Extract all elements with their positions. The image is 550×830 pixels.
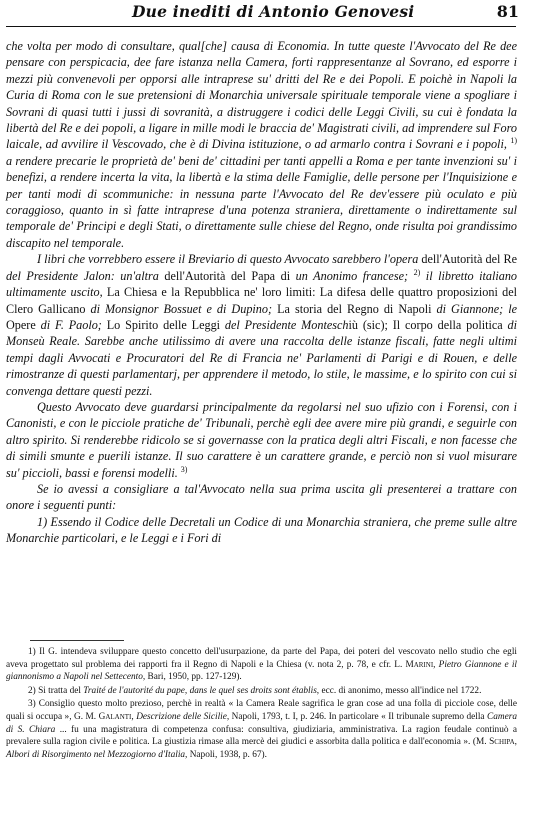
text-run: ecc. di anonimo, messo all'indice nel 1722. xyxy=(319,685,482,696)
text-run: , xyxy=(433,659,439,670)
header-rule xyxy=(6,26,516,27)
text-run: di Monsignor Bossuet e di Dupino; xyxy=(90,301,278,316)
text-run: Lo Spirito delle Leggi xyxy=(106,317,225,332)
text-run: di Giannone; le xyxy=(436,301,518,316)
footnote-separator xyxy=(30,640,124,641)
paragraph xyxy=(6,38,517,251)
text-run: Pietro Giannone e il giannonismo a Napoli nel Settecento, xyxy=(6,659,517,683)
text-run: Questo Avvocato deve guardarsi principalmente da regolarsi nel suo ufizio con i Forensi, con i Canonisti, e con le picciole pratiche de' Tribunali, perchè egli dee avere mire più grandi, e seguirle con altro spirito. Si renderebbe ridicolo se si governasse con la pratica degli altri Fiscali, e non facesse che di simili smunte e puerili istanze. Il suo carattere è un carattere grande, e perciò non si vuol misurare su' piccioli, bassi e forensi modelli. xyxy=(6,399,517,480)
body-text xyxy=(6,38,517,547)
text-run: Galanti xyxy=(98,711,132,722)
text-run: del Presidente Jalon: un'altra xyxy=(6,268,165,283)
paragraph xyxy=(6,514,517,547)
text-run: di F. Paolo; xyxy=(40,317,107,332)
text-run: del Presidente Montesch xyxy=(224,317,349,332)
footnote xyxy=(6,685,517,698)
text-run: iù (sic); xyxy=(348,317,393,332)
text-run: che volta per modo di consultare, qual[che] causa di Economia. In tutte queste l'Avvocato del Re dee pensare con perspicacia, dee fare istanza nella Camera, forti rappresentanze al Sovrano, ed esporre i mezzi più convenevoli per opporsi alle intraprese su' dritti del Re e dei Popoli. E poichè in Napoli la Curia di Roma con le sue pretensioni di Monarchia universale spirituale temporale viene a spogliare i Sovrani di quasi tutti i jussi di sovranità, a distruggere i codici delle Leggi Civili, su cui è fondata la libertà del Re e dei popoli, a ligare in mille modi le braccia de' Magistrati civili, ad imprendere sul Foro laicale, ad avvilire il Vescovado, che è di Divina istituzione, o ad armarlo contra i Sovrani e i popoli, xyxy=(6,39,517,152)
text-run: Il corpo della politica xyxy=(392,317,508,332)
text-run: , xyxy=(131,711,137,722)
text-run: Opere xyxy=(6,317,41,332)
text-run: Albori di Risorgimento nel Mezzogiorno d'Italia, xyxy=(6,749,188,760)
text-run: , xyxy=(514,737,517,748)
running-title: Due inediti di Antonio Genovesi xyxy=(132,2,415,21)
text-run: di Monseù Reale. Sarebbe anche utilissimo di avere una raccolta delle istanze fiscali, fatte negli ultimi tempi dagli Avvocati e Procuratori del Re di Francia ne' Parlamenti di Parigi e di Rouen, e delle rimostranze di questi parlamentarj, per apprendere il metodo, lo stile, le massime, e lo spirito con cui si convenga dettare questi pezzi. xyxy=(6,317,517,398)
text-run: Descrizione delle Sicilie, xyxy=(136,711,230,722)
text-run: a rendere precarie le proprietà de' beni de' cittadini per tanti appelli a Roma e per tante invenzioni su' i benefizi, a rendere incerta la vita, la libertà e la stima delle Famiglie, delle persone per l'Inquisizione e per tanti modi di scommuniche: in nessuna parte l'Avvocato del Re dev'essere più oculato e più coraggioso, quanto in sì fatte intraprese d'una potenza straniera, direttamente o indirettamente sul temporale de' Principi e degli Stati, o direttamente sulle chiese del Regno, onde risulta poi grandissimo discapito nel temporale. xyxy=(6,153,517,250)
text-run: Napoli, 1793, t. I, p. 246. In particolare « Il tribunale supremo della xyxy=(229,711,488,722)
text-run: il libretto italiano ultimamente uscito, xyxy=(6,268,518,300)
footnote xyxy=(6,698,517,761)
text-run: Schipa xyxy=(489,737,515,748)
text-run: Marini xyxy=(405,659,434,670)
footnotes xyxy=(6,646,517,762)
text-run: dell'Autorità del Re xyxy=(421,252,517,267)
page-number: 81 xyxy=(496,2,519,21)
text-run: La storia del Regno di Napoli xyxy=(277,301,437,316)
text-run: La Chiesa e la Repubblica ne' loro limiti: xyxy=(106,285,320,300)
text-run: 1) Il G. intendeva sviluppare questo concetto dell'usurpazione, da parte del Papa, dei poteri del vescovato nello studio che egli aveva progettato sul problema dei rapporti fra il Regno di Napoli e la Chiesa (v. nota 2, p. 78, e cfr. L. xyxy=(6,647,517,670)
footnote xyxy=(6,646,517,684)
text-run: 3) Consiglio questo molto prezioso, perchè in realtà « la Camera Reale sagrifica le gran cose ad una folla di picciole cose, delle quali si occupa », G. M. xyxy=(6,699,517,722)
text-run: 1) Essendo il Codice delle Decretali un Codice di una Monarchia straniera, che preme sulle altre Monarchie particolari, e le Leggi e i Fori di xyxy=(6,514,517,546)
text-run: un Anonimo francese; xyxy=(295,268,414,283)
footnote-marker: 3) xyxy=(180,464,188,474)
text-run: Camera di S. Chiara xyxy=(6,711,517,735)
text-run: ... fu una magistratura di competenza confusa: consultiva, giudiziaria, amministrativa. La ragion feudale continuò a prevalere sulla ragion civile e politica. La giustizia rimase alla mercè dei giudici e assorbita dalla politica e dall'economia ». (M. xyxy=(6,724,517,748)
running-header xyxy=(0,2,550,22)
text-run: I libri che vorrebbero essere il Breviario di questo Avvocato sarebbero l'opera xyxy=(37,252,422,267)
text-run: dell'Autorità del Papa di xyxy=(164,268,296,283)
footnote-marker: 1) xyxy=(510,136,517,146)
paragraph xyxy=(6,399,517,481)
text-run: Bari, 1950, pp. 127-129). xyxy=(145,672,242,683)
text-run: Traité de l'autorité du pape, dans le quel ses droits sont établis, xyxy=(83,685,320,696)
text-run: Se io avessi a consigliare a tal'Avvocato nella sua prima uscita gli presenterei a trattare con onore i seguenti punti: xyxy=(6,481,517,513)
paragraph xyxy=(6,481,517,514)
footnote-marker: 2) xyxy=(413,267,421,277)
text-run: 2) Si tratta del xyxy=(28,685,84,696)
text-run: La difesa delle quattro proposizioni del Clero Gallicano xyxy=(6,285,517,316)
paragraph xyxy=(6,251,517,399)
text-run: Napoli, 1938, p. 67). xyxy=(187,749,267,760)
